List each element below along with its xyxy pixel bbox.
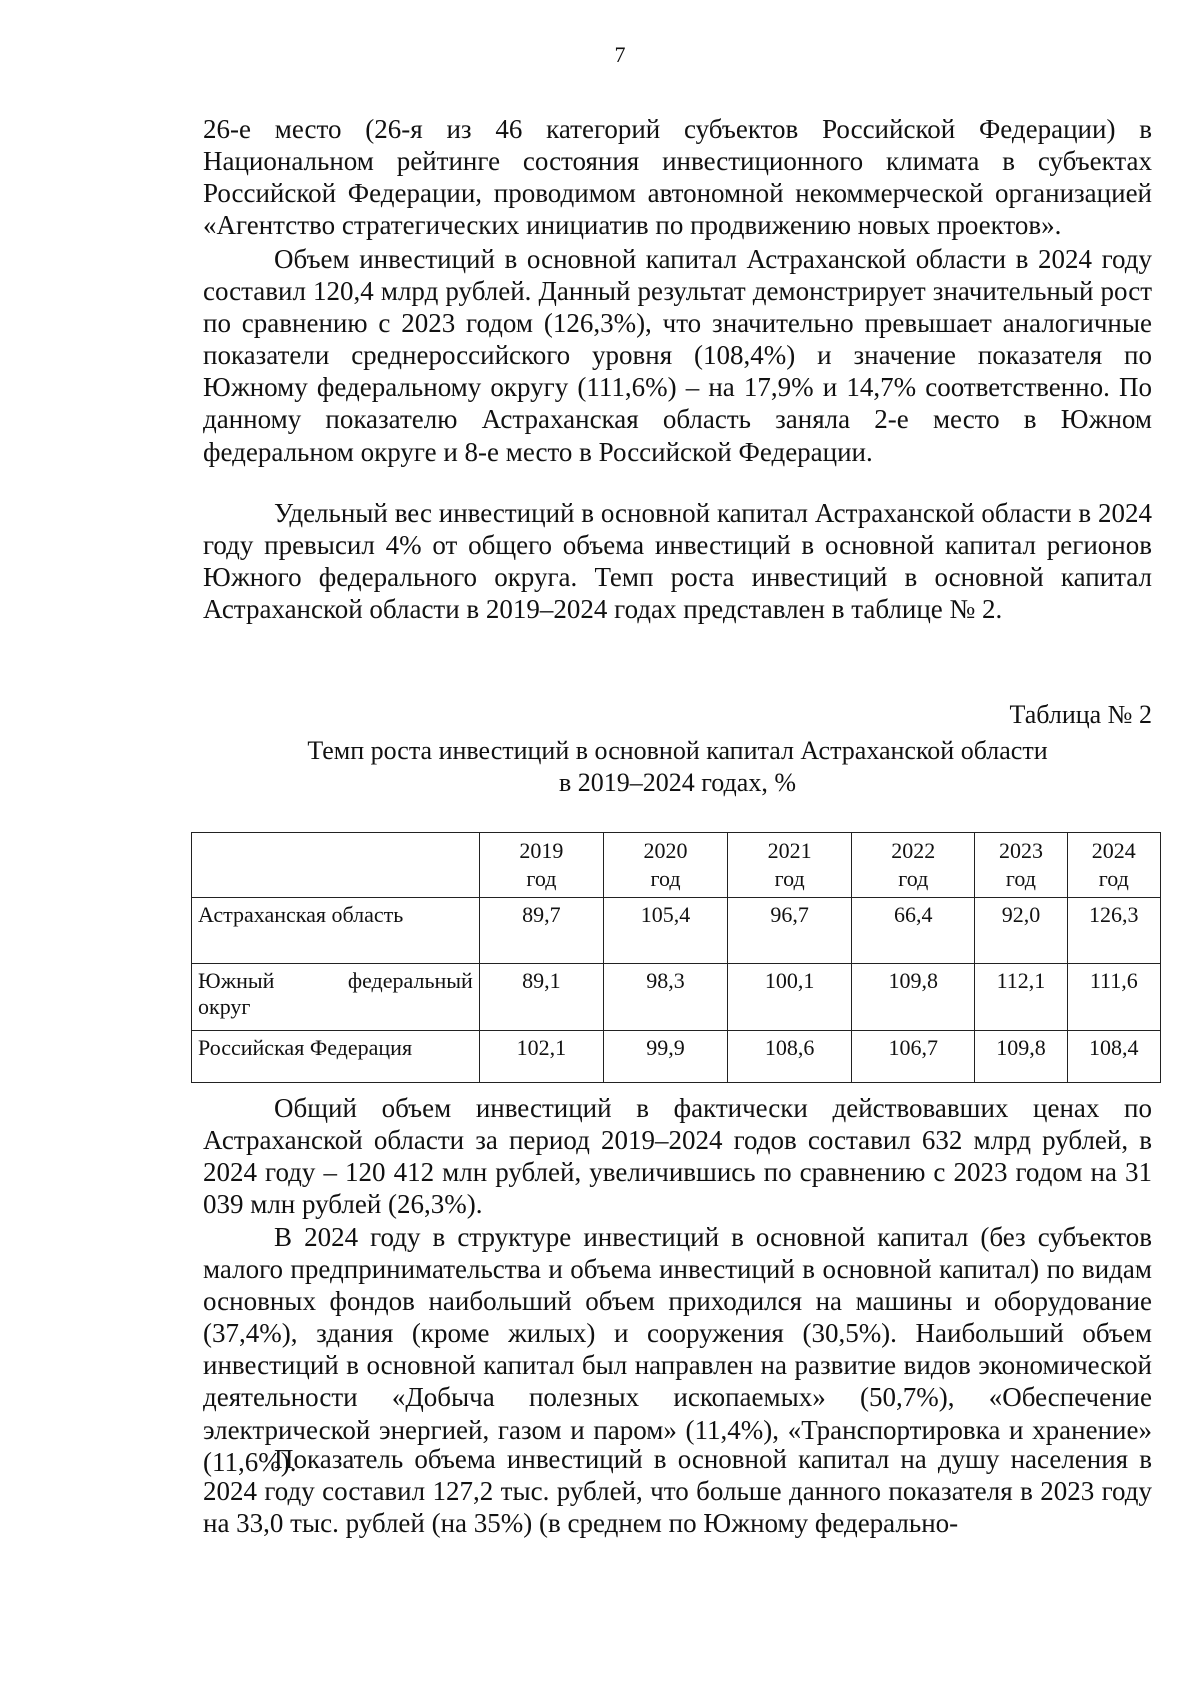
table-header-empty bbox=[192, 833, 480, 898]
table-cell: 108,4 bbox=[1067, 1031, 1160, 1083]
table-cell: 105,4 bbox=[603, 898, 727, 964]
table-header-2019: 2019 год bbox=[479, 833, 603, 898]
page-number: 7 bbox=[614, 42, 626, 67]
table-cell: 100,1 bbox=[728, 964, 852, 1031]
table-cell: 108,6 bbox=[728, 1031, 852, 1083]
table-header-2023: 2023 год bbox=[975, 833, 1067, 898]
table-cell: 92,0 bbox=[975, 898, 1067, 964]
table-cell: 109,8 bbox=[975, 1031, 1067, 1083]
table-header-2024: 2024 год bbox=[1067, 833, 1160, 898]
table-number: Таблица № 2 bbox=[1009, 700, 1152, 729]
table-cell: 102,1 bbox=[479, 1031, 603, 1083]
table-row bbox=[192, 964, 1161, 1031]
table-title-line-2: в 2019–2024 годах, % bbox=[559, 768, 796, 797]
table-cell: 126,3 bbox=[1067, 898, 1160, 964]
table-cell: 112,1 bbox=[975, 964, 1067, 1031]
paragraph-investment-structure: В 2024 году в структуре инвестиций в основной капитал (без субъектов малого предпринимательства и объема инвестиций в основной капитал) по видам основных фондов наибольший объем приходился на машины и оборудование (37,4%), здания (кроме жилых) и сооружения (30,5%). Наибольший объем инвестиций в основной капитал был направлен на развитие видов экономической деятельности «Добыча полезных ископаемых» (50,7%), «Обеспечение электрической энергией, газом и паром» (11,4%), «Транспортировка и хранение» (11,6%). bbox=[203, 1222, 1152, 1477]
table-cell: 96,7 bbox=[728, 898, 852, 964]
table-header-2021: 2021 год bbox=[728, 833, 852, 898]
table-title bbox=[203, 735, 1152, 799]
table-row bbox=[192, 1031, 1161, 1083]
table-cell: 89,1 bbox=[479, 964, 603, 1031]
table-cell: 109,8 bbox=[852, 964, 975, 1031]
paragraph-per-capita: Показатель объема инвестиций в основной капитал на душу населения в 2024 году составил 127,2 тыс. рублей, что больше данного показателя в 2023 году на 33,0 тыс. рублей (на 35%) (в среднем по Южному федерально- bbox=[203, 1444, 1152, 1539]
table-cell: 111,6 bbox=[1067, 964, 1160, 1031]
table-cell: 99,9 bbox=[603, 1031, 727, 1083]
investment-growth-table bbox=[191, 832, 1161, 1083]
paragraph-investment-share: Удельный вес инвестиций в основной капитал Астраханской области в 2024 году превысил 4% от общего объема инвестиций в основной капитал регионов Южного федерального округа. Темп роста инвестиций в основной капитал Астраханской области в 2019–2024 годах представлен в таблице № 2. bbox=[203, 498, 1152, 625]
row-label-south-district: Южный федеральный округ bbox=[192, 964, 480, 1031]
table-header-2022: 2022 год bbox=[852, 833, 975, 898]
table-header-row bbox=[192, 833, 1161, 898]
row-label-russia: Российская Федерация bbox=[192, 1031, 480, 1083]
table-cell: 98,3 bbox=[603, 964, 727, 1031]
row-label-astrakhan: Астраханская область bbox=[192, 898, 480, 964]
table-cell: 66,4 bbox=[852, 898, 975, 964]
table-cell: 106,7 bbox=[852, 1031, 975, 1083]
table-row bbox=[192, 898, 1161, 964]
paragraph-total-investment: Общий объем инвестиций в фактически действовавших ценах по Астраханской области за период 2019–2024 годов составил 632 млрд рублей, в 2024 году – 120 412 млн рублей, увеличившись по сравнению с 2023 годом на 31 039 млн рублей (26,3%). bbox=[203, 1093, 1152, 1220]
table-header-2020: 2020 год bbox=[603, 833, 727, 898]
table-title-line-1: Темп роста инвестиций в основной капитал Астраханской области bbox=[307, 736, 1048, 765]
table-cell: 89,7 bbox=[479, 898, 603, 964]
paragraph-investment-volume: Объем инвестиций в основной капитал Астраханской области в 2024 году составил 120,4 млрд рублей. Данный результат демонстрирует значительный рост по сравнению с 2023 годом (126,3%), что значительно превышает аналогичные показатели среднероссийского уровня (108,4%) и значение показателя по Южному федеральному округу (111,6%) – на 17,9% и 14,7% соответственно. По данному показателю Астраханская область заняла 2-е место в Южном федеральном округе и 8-е место в Российской Федерации. bbox=[203, 244, 1152, 467]
paragraph-rating: 26-е место (26-я из 46 категорий субъектов Российской Федерации) в Национальном рейтинге состояния инвестиционного климата в субъектах Российской Федерации, проводимом автономной некоммерческой организацией «Агентство стратегических инициатив по продвижению новых проектов». bbox=[203, 114, 1152, 241]
